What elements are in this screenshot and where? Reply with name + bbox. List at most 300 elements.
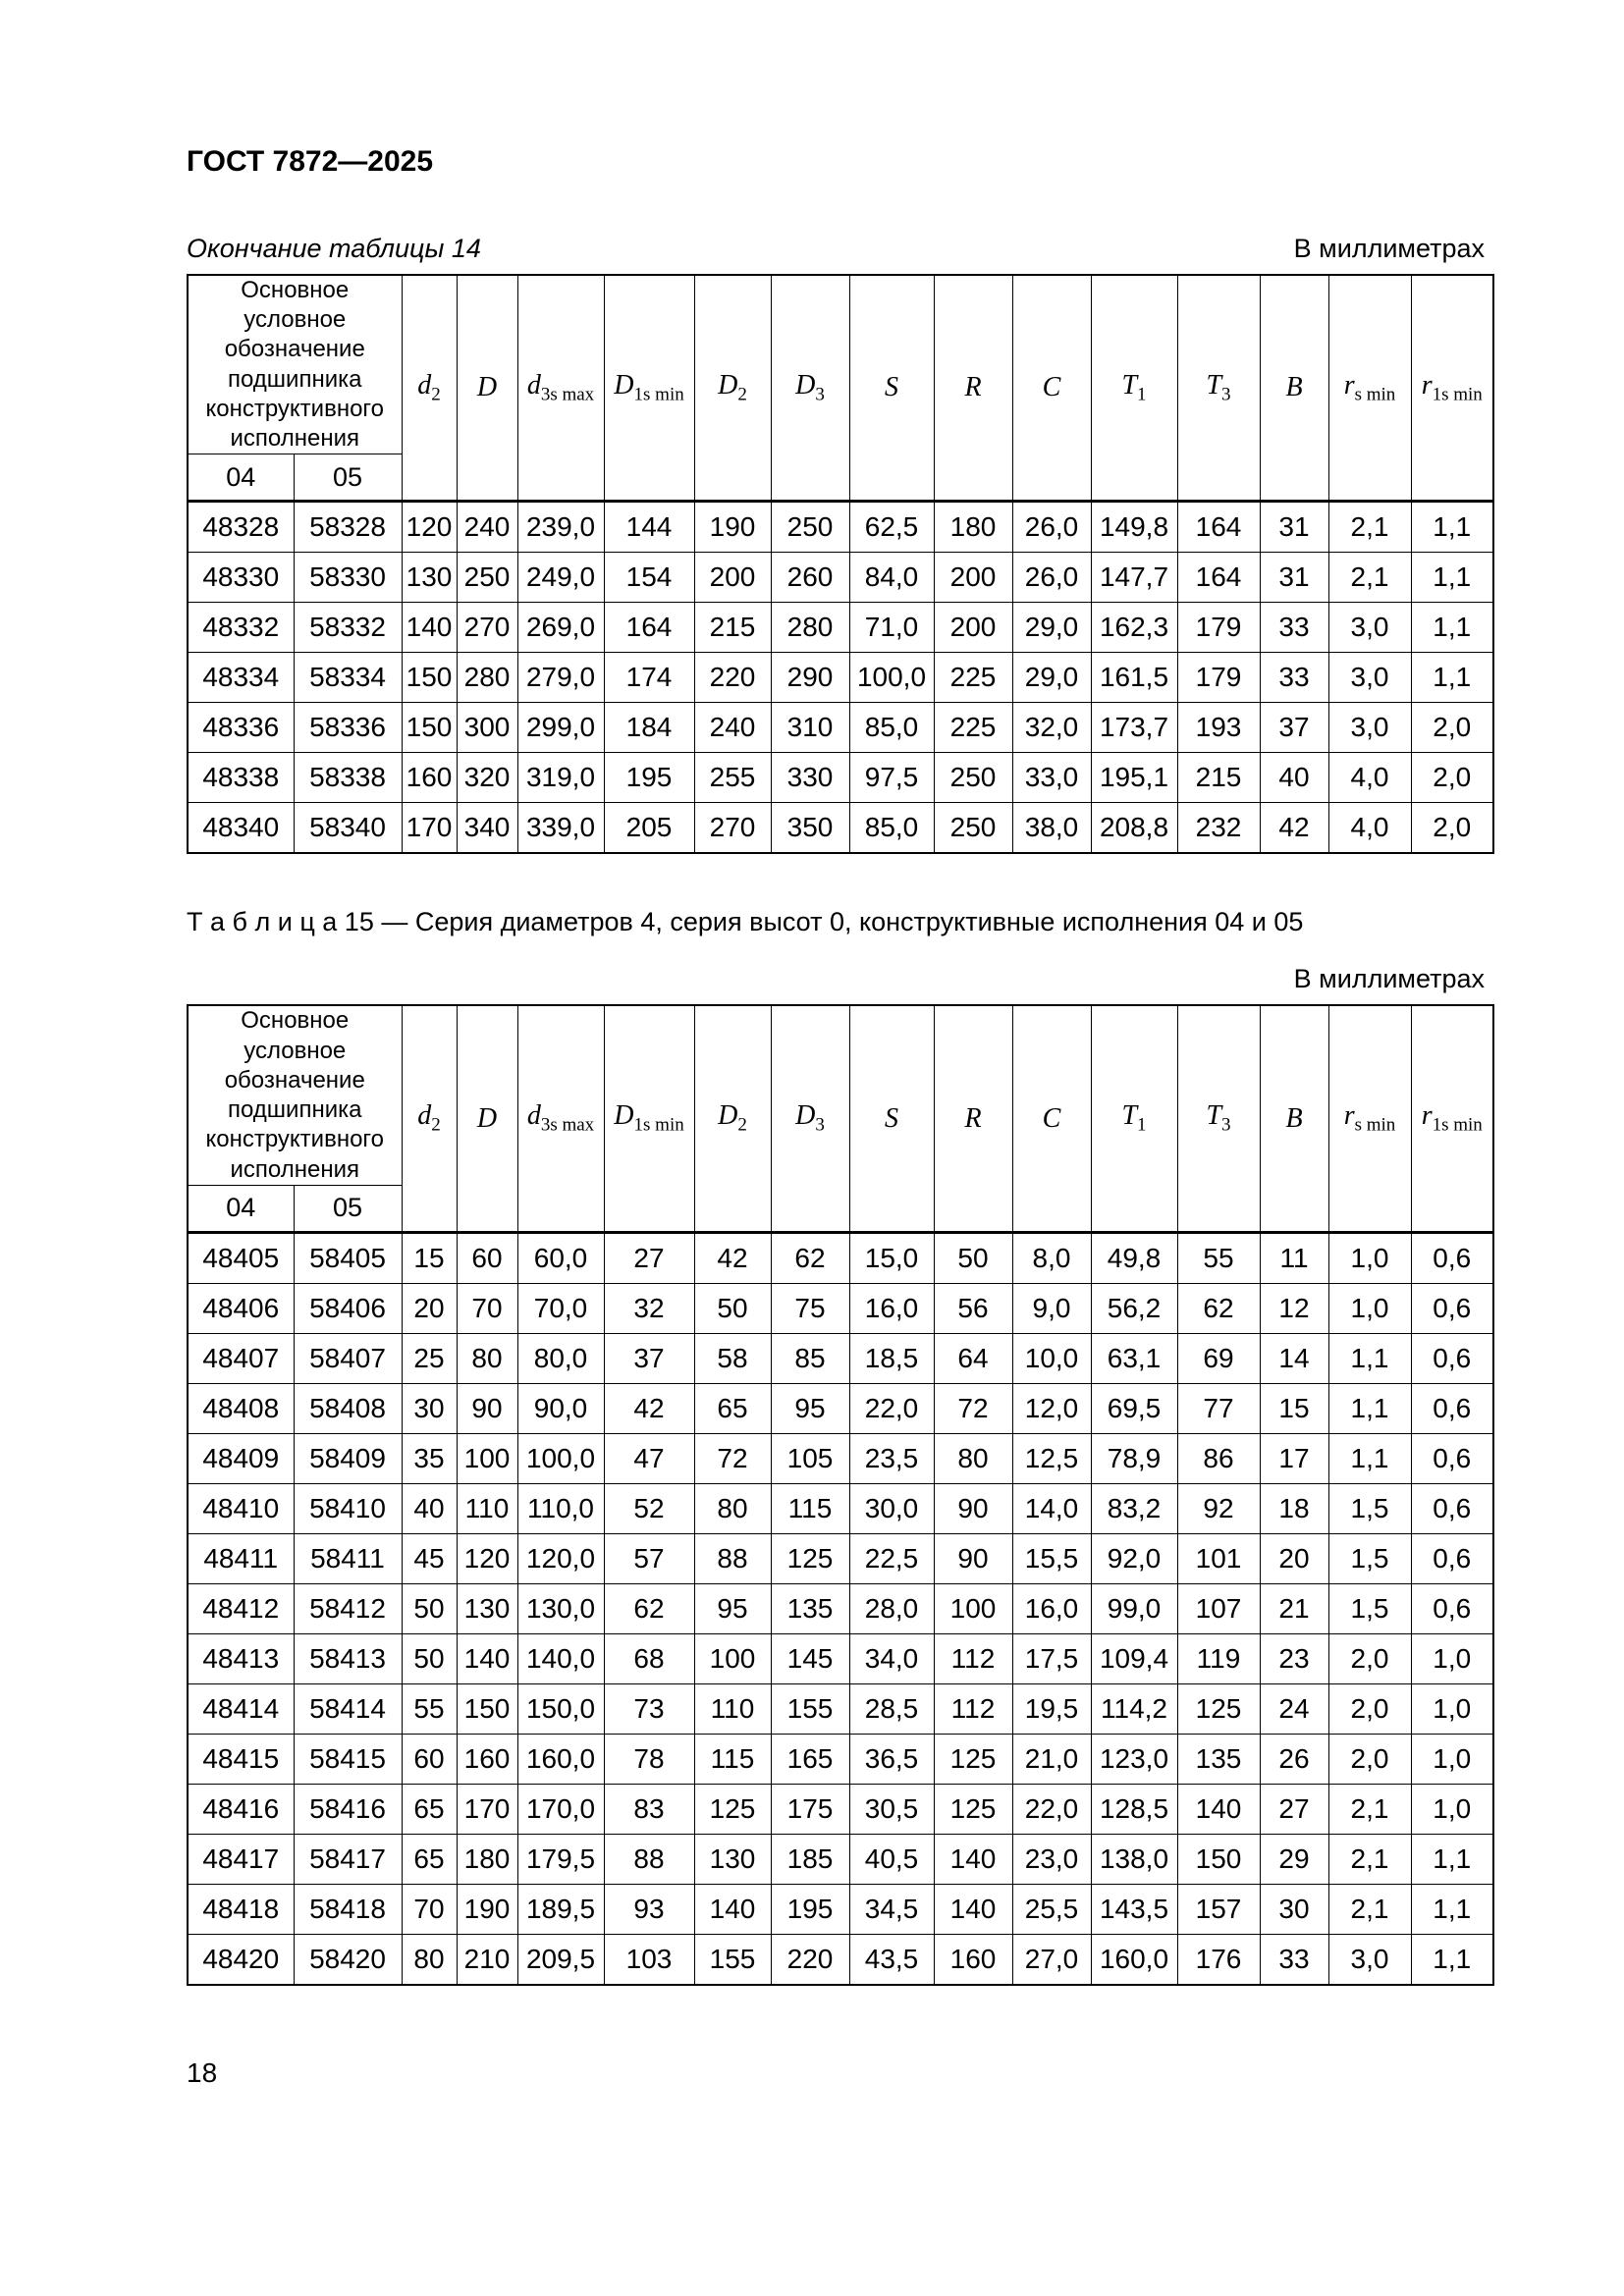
table-cell: 114,2 <box>1091 1683 1177 1734</box>
table15-caption: Т а б л и ц а 15 — Серия диаметров 4, серия высот 0, конструктивные исполнения 04 и 05 <box>187 907 1304 937</box>
table-cell: 103 <box>604 1934 694 1985</box>
column-header-05: 05 <box>294 1185 402 1232</box>
table-cell: 42 <box>604 1383 694 1433</box>
table-cell: 72 <box>694 1433 771 1483</box>
table-cell: 50 <box>402 1633 457 1683</box>
table-cell: 144 <box>604 502 694 553</box>
table-cell: 210 <box>457 1934 517 1985</box>
table-cell: 123,0 <box>1091 1734 1177 1784</box>
table-cell: 299,0 <box>517 703 604 753</box>
table-cell: 2,1 <box>1328 502 1411 553</box>
table15-units-row <box>187 964 1485 994</box>
table-cell: 1,0 <box>1411 1683 1493 1734</box>
table-cell: 65 <box>402 1784 457 1834</box>
table-cell: 1,1 <box>1411 1834 1493 1884</box>
table-cell: 1,5 <box>1328 1483 1411 1533</box>
table-cell: 62,5 <box>849 502 934 553</box>
column-header-d-2: $d_2$ <box>402 1005 457 1232</box>
table-cell: 92,0 <box>1091 1533 1177 1583</box>
table-cell: 150,0 <box>517 1683 604 1734</box>
column-header-C: C <box>1012 1005 1091 1232</box>
table-cell: 58420 <box>294 1934 402 1985</box>
table-cell: 195,1 <box>1091 753 1177 803</box>
table-cell: 78 <box>604 1734 694 1784</box>
table-cell: 60,0 <box>517 1232 604 1283</box>
table-cell: 120,0 <box>517 1533 604 1583</box>
table-cell: 58 <box>694 1333 771 1383</box>
table-cell: 48417 <box>188 1834 294 1884</box>
table-cell: 179 <box>1177 603 1260 653</box>
table-cell: 48412 <box>188 1583 294 1633</box>
table-cell: 48406 <box>188 1283 294 1333</box>
table-cell: 27,0 <box>1012 1934 1091 1985</box>
table-cell: 23 <box>1260 1633 1328 1683</box>
table-cell: 115 <box>771 1483 849 1533</box>
table-cell: 43,5 <box>849 1934 934 1985</box>
table-row <box>188 1934 1493 1985</box>
table-cell: 58411 <box>294 1533 402 1583</box>
table-cell: 48336 <box>188 703 294 753</box>
table-cell: 160,0 <box>1091 1934 1177 1985</box>
table-cell: 120 <box>457 1533 517 1583</box>
table-cell: 38,0 <box>1012 803 1091 854</box>
table-cell: 220 <box>771 1934 849 1985</box>
table-cell: 48410 <box>188 1483 294 1533</box>
table-cell: 150 <box>457 1683 517 1734</box>
table-cell: 319,0 <box>517 753 604 803</box>
table-cell: 16,0 <box>1012 1583 1091 1633</box>
table14-units-label: В миллиметрах <box>1293 234 1485 263</box>
column-header-T-1: $T_1$ <box>1091 1005 1177 1232</box>
table-cell: 270 <box>694 803 771 854</box>
table-cell: 70 <box>402 1884 457 1934</box>
table-cell: 15 <box>402 1232 457 1283</box>
table-cell: 26,0 <box>1012 553 1091 603</box>
table-cell: 3,0 <box>1328 603 1411 653</box>
table-row <box>188 1784 1493 1834</box>
table-cell: 47 <box>604 1433 694 1483</box>
table-cell: 184 <box>604 703 694 753</box>
table-cell: 100,0 <box>849 653 934 703</box>
column-header-d-2: $d_2$ <box>402 275 457 502</box>
table-cell: 162,3 <box>1091 603 1177 653</box>
table-cell: 0,6 <box>1411 1483 1493 1533</box>
table-cell: 2,0 <box>1411 753 1493 803</box>
table-row <box>188 1533 1493 1583</box>
table-cell: 58332 <box>294 603 402 653</box>
table-row <box>188 703 1493 753</box>
column-header-S: S <box>849 1005 934 1232</box>
table-cell: 154 <box>604 553 694 603</box>
table-cell: 28,0 <box>849 1583 934 1633</box>
table-cell: 58417 <box>294 1834 402 1884</box>
table-cell: 50 <box>402 1583 457 1633</box>
table-row <box>188 1333 1493 1383</box>
table-row <box>188 1483 1493 1533</box>
table14-caption-row <box>187 234 1485 264</box>
table-cell: 58340 <box>294 803 402 854</box>
table-cell: 2,0 <box>1411 703 1493 753</box>
table-cell: 120 <box>402 502 457 553</box>
table-row <box>188 1633 1493 1683</box>
column-header-D-1smin: $D_{1s min}$ <box>604 275 694 502</box>
table-cell: 48418 <box>188 1884 294 1934</box>
table-cell: 174 <box>604 653 694 703</box>
table-cell: 0,6 <box>1411 1333 1493 1383</box>
table-cell: 65 <box>694 1383 771 1433</box>
table-cell: 27 <box>1260 1784 1328 1834</box>
table-cell: 176 <box>1177 1934 1260 1985</box>
column-header-D: D <box>457 275 517 502</box>
table-cell: 2,0 <box>1328 1683 1411 1734</box>
table-cell: 1,0 <box>1328 1283 1411 1333</box>
table-cell: 80,0 <box>517 1333 604 1383</box>
table-cell: 160,0 <box>517 1734 604 1784</box>
table-cell: 58407 <box>294 1333 402 1383</box>
table-cell: 33 <box>1260 653 1328 703</box>
table-cell: 130 <box>694 1834 771 1884</box>
table-cell: 18 <box>1260 1483 1328 1533</box>
table-cell: 85,0 <box>849 703 934 753</box>
table-cell: 95 <box>771 1383 849 1433</box>
table-cell: 70 <box>457 1283 517 1333</box>
table-cell: 58413 <box>294 1633 402 1683</box>
table-cell: 155 <box>771 1683 849 1734</box>
column-header-r-1smin: $r_{1s min}$ <box>1411 1005 1493 1232</box>
column-header-r-smin: $r_{s min}$ <box>1328 275 1411 502</box>
table-cell: 17 <box>1260 1433 1328 1483</box>
table-cell: 48340 <box>188 803 294 854</box>
table-cell: 100 <box>457 1433 517 1483</box>
table-cell: 215 <box>694 603 771 653</box>
table-cell: 30 <box>402 1383 457 1433</box>
table-cell: 36,5 <box>849 1734 934 1784</box>
column-header-04: 04 <box>188 1185 294 1232</box>
table-cell: 4,0 <box>1328 753 1411 803</box>
table-cell: 48405 <box>188 1232 294 1283</box>
table-cell: 225 <box>934 653 1012 703</box>
table-cell: 107 <box>1177 1583 1260 1633</box>
table-cell: 83 <box>604 1784 694 1834</box>
table-cell: 2,1 <box>1328 1884 1411 1934</box>
table-cell: 110 <box>694 1683 771 1734</box>
table-cell: 2,0 <box>1411 803 1493 854</box>
table-cell: 339,0 <box>517 803 604 854</box>
table-cell: 280 <box>457 653 517 703</box>
column-header-r-1smin: $r_{1s min}$ <box>1411 275 1493 502</box>
table-cell: 50 <box>694 1283 771 1333</box>
table-cell: 255 <box>694 753 771 803</box>
table-cell: 99,0 <box>1091 1583 1177 1633</box>
column-header-r-smin: $r_{s min}$ <box>1328 1005 1411 1232</box>
table-cell: 115 <box>694 1734 771 1784</box>
table-cell: 19,5 <box>1012 1683 1091 1734</box>
table-cell: 155 <box>694 1934 771 1985</box>
table-cell: 130 <box>402 553 457 603</box>
column-header-R: R <box>934 1005 1012 1232</box>
table-cell: 205 <box>604 803 694 854</box>
table-row <box>188 753 1493 803</box>
table-cell: 100 <box>694 1633 771 1683</box>
table-cell: 93 <box>604 1884 694 1934</box>
page-content <box>187 145 1485 1986</box>
table-cell: 300 <box>457 703 517 753</box>
table-cell: 18,5 <box>849 1333 934 1383</box>
table-cell: 77 <box>1177 1383 1260 1433</box>
table-cell: 62 <box>771 1232 849 1283</box>
column-header-d-3smax: $d_{3s max}$ <box>517 275 604 502</box>
table-cell: 310 <box>771 703 849 753</box>
table-cell: 58334 <box>294 653 402 703</box>
table-cell: 0,6 <box>1411 1533 1493 1583</box>
table-cell: 49,8 <box>1091 1232 1177 1283</box>
table-cell: 48420 <box>188 1934 294 1985</box>
table-cell: 75 <box>771 1283 849 1333</box>
table-cell: 90 <box>934 1533 1012 1583</box>
table-row <box>188 1884 1493 1934</box>
table15-body <box>188 1232 1493 1985</box>
table-cell: 64 <box>934 1333 1012 1383</box>
table-cell: 23,5 <box>849 1433 934 1483</box>
table-cell: 58336 <box>294 703 402 753</box>
table-cell: 143,5 <box>1091 1884 1177 1934</box>
table-cell: 157 <box>1177 1884 1260 1934</box>
table-cell: 164 <box>1177 502 1260 553</box>
table-cell: 200 <box>694 553 771 603</box>
table-cell: 48409 <box>188 1433 294 1483</box>
table-cell: 30,0 <box>849 1483 934 1533</box>
table-cell: 42 <box>1260 803 1328 854</box>
designation-header: Основное условное обозначение подшипника конструктивного исполнения <box>188 275 402 454</box>
table-cell: 58330 <box>294 553 402 603</box>
table-cell: 62 <box>1177 1283 1260 1333</box>
table-cell: 1,1 <box>1411 502 1493 553</box>
table-cell: 48415 <box>188 1734 294 1784</box>
table-cell: 147,7 <box>1091 553 1177 603</box>
table-cell: 73 <box>604 1683 694 1734</box>
table-cell: 58408 <box>294 1383 402 1433</box>
table-cell: 15,0 <box>849 1232 934 1283</box>
table-cell: 48414 <box>188 1683 294 1734</box>
table-cell: 1,1 <box>1411 653 1493 703</box>
table-cell: 125 <box>771 1533 849 1583</box>
table-cell: 250 <box>771 502 849 553</box>
table-cell: 42 <box>694 1232 771 1283</box>
table-cell: 40 <box>1260 753 1328 803</box>
table-cell: 105 <box>771 1433 849 1483</box>
table-cell: 161,5 <box>1091 653 1177 703</box>
table-cell: 58328 <box>294 502 402 553</box>
table-cell: 193 <box>1177 703 1260 753</box>
table-cell: 260 <box>771 553 849 603</box>
table-cell: 85,0 <box>849 803 934 854</box>
table-cell: 35 <box>402 1433 457 1483</box>
table-cell: 29 <box>1260 1834 1328 1884</box>
table-cell: 195 <box>771 1884 849 1934</box>
column-header-C: C <box>1012 275 1091 502</box>
table-cell: 4,0 <box>1328 803 1411 854</box>
table-cell: 3,0 <box>1328 1934 1411 1985</box>
table-cell: 40,5 <box>849 1834 934 1884</box>
table-cell: 350 <box>771 803 849 854</box>
table-row <box>188 1383 1493 1433</box>
table-cell: 2,1 <box>1328 1834 1411 1884</box>
table-cell: 33 <box>1260 603 1328 653</box>
table-cell: 135 <box>771 1583 849 1633</box>
table-cell: 72 <box>934 1383 1012 1433</box>
table-cell: 215 <box>1177 753 1260 803</box>
column-header-B: B <box>1260 275 1328 502</box>
table-cell: 62 <box>604 1583 694 1633</box>
table-cell: 32,0 <box>1012 703 1091 753</box>
table-cell: 1,1 <box>1328 1333 1411 1383</box>
table-cell: 85 <box>771 1333 849 1383</box>
table-cell: 69,5 <box>1091 1383 1177 1433</box>
table-cell: 90,0 <box>517 1383 604 1433</box>
column-header-D-2: $D_2$ <box>694 275 771 502</box>
table-cell: 48328 <box>188 502 294 553</box>
table-cell: 140 <box>934 1884 1012 1934</box>
table-cell: 0,6 <box>1411 1433 1493 1483</box>
table-cell: 71,0 <box>849 603 934 653</box>
table-cell: 100,0 <box>517 1433 604 1483</box>
table-cell: 86 <box>1177 1433 1260 1483</box>
table-row <box>188 502 1493 553</box>
table-cell: 330 <box>771 753 849 803</box>
table-cell: 320 <box>457 753 517 803</box>
table-cell: 17,5 <box>1012 1633 1091 1683</box>
table-cell: 56 <box>934 1283 1012 1333</box>
table-cell: 250 <box>457 553 517 603</box>
table-cell: 232 <box>1177 803 1260 854</box>
table-cell: 69 <box>1177 1333 1260 1383</box>
table-cell: 101 <box>1177 1533 1260 1583</box>
table-row <box>188 1683 1493 1734</box>
table-cell: 55 <box>1177 1232 1260 1283</box>
column-header-D-3: $D_3$ <box>771 275 849 502</box>
table-cell: 170 <box>402 803 457 854</box>
table-cell: 112 <box>934 1633 1012 1683</box>
table-cell: 20 <box>402 1283 457 1333</box>
table-cell: 138,0 <box>1091 1834 1177 1884</box>
page-number: 18 <box>187 2057 218 2088</box>
table-cell: 9,0 <box>1012 1283 1091 1333</box>
table-cell: 189,5 <box>517 1884 604 1934</box>
table-cell: 140 <box>694 1884 771 1934</box>
table-cell: 8,0 <box>1012 1232 1091 1283</box>
table-cell: 340 <box>457 803 517 854</box>
table-cell: 83,2 <box>1091 1483 1177 1533</box>
table-cell: 20 <box>1260 1533 1328 1583</box>
table-cell: 33,0 <box>1012 753 1091 803</box>
table-cell: 28,5 <box>849 1683 934 1734</box>
table-cell: 90 <box>457 1383 517 1433</box>
table-cell: 160 <box>402 753 457 803</box>
table-cell: 48416 <box>188 1784 294 1834</box>
table-cell: 179,5 <box>517 1834 604 1884</box>
table-row <box>188 1734 1493 1784</box>
table-cell: 290 <box>771 653 849 703</box>
table-cell: 3,0 <box>1328 703 1411 753</box>
column-header-T-3: $T_3$ <box>1177 275 1260 502</box>
table-cell: 31 <box>1260 502 1328 553</box>
table-cell: 135 <box>1177 1734 1260 1784</box>
table-cell: 110 <box>457 1483 517 1533</box>
table-cell: 80 <box>457 1333 517 1383</box>
table-cell: 140,0 <box>517 1633 604 1683</box>
table-cell: 1,1 <box>1328 1433 1411 1483</box>
table-cell: 2,1 <box>1328 553 1411 603</box>
document-code: ГОСТ 7872—2025 <box>187 145 434 178</box>
table-cell: 14,0 <box>1012 1483 1091 1533</box>
table-cell: 15,5 <box>1012 1533 1091 1583</box>
table-cell: 63,1 <box>1091 1333 1177 1383</box>
table-cell: 279,0 <box>517 653 604 703</box>
table-15 <box>187 1004 1494 1985</box>
table-cell: 80 <box>402 1934 457 1985</box>
table-cell: 21,0 <box>1012 1734 1091 1784</box>
table-row <box>188 1283 1493 1333</box>
table-cell: 1,0 <box>1411 1633 1493 1683</box>
table-cell: 128,5 <box>1091 1784 1177 1834</box>
table-cell: 60 <box>457 1232 517 1283</box>
table-cell: 48334 <box>188 653 294 703</box>
table-cell: 149,8 <box>1091 502 1177 553</box>
table-cell: 25 <box>402 1333 457 1383</box>
table-cell: 145 <box>771 1633 849 1683</box>
table-cell: 88 <box>694 1533 771 1583</box>
table-cell: 1,1 <box>1411 553 1493 603</box>
table15-header <box>188 1005 1493 1232</box>
table-14 <box>187 274 1494 854</box>
table-cell: 33 <box>1260 1934 1328 1985</box>
table-cell: 58412 <box>294 1583 402 1633</box>
table-cell: 150 <box>1177 1834 1260 1884</box>
table-cell: 269,0 <box>517 603 604 653</box>
table-cell: 164 <box>604 603 694 653</box>
table-row <box>188 1232 1493 1283</box>
table-cell: 110,0 <box>517 1483 604 1533</box>
table-cell: 12,0 <box>1012 1383 1091 1433</box>
table-row <box>188 553 1493 603</box>
table-cell: 48408 <box>188 1383 294 1433</box>
table-cell: 14 <box>1260 1333 1328 1383</box>
table-cell: 58406 <box>294 1283 402 1333</box>
column-header-05: 05 <box>294 454 402 502</box>
table-cell: 92 <box>1177 1483 1260 1533</box>
table-cell: 58418 <box>294 1884 402 1934</box>
table-cell: 29,0 <box>1012 653 1091 703</box>
column-header-d-3smax: $d_{3s max}$ <box>517 1005 604 1232</box>
table-cell: 190 <box>694 502 771 553</box>
table-cell: 88 <box>604 1834 694 1884</box>
table-cell: 1,1 <box>1411 1934 1493 1985</box>
table-cell: 185 <box>771 1834 849 1884</box>
table-cell: 1,1 <box>1411 603 1493 653</box>
table-cell: 58409 <box>294 1433 402 1483</box>
table-cell: 48332 <box>188 603 294 653</box>
table-cell: 24 <box>1260 1683 1328 1734</box>
table-cell: 2,1 <box>1328 1784 1411 1834</box>
table-cell: 48413 <box>188 1633 294 1683</box>
table-cell: 58338 <box>294 753 402 803</box>
table-cell: 34,5 <box>849 1884 934 1934</box>
table-cell: 179 <box>1177 653 1260 703</box>
table-cell: 130,0 <box>517 1583 604 1633</box>
table-cell: 48330 <box>188 553 294 603</box>
table-cell: 80 <box>934 1433 1012 1483</box>
table-cell: 32 <box>604 1283 694 1333</box>
